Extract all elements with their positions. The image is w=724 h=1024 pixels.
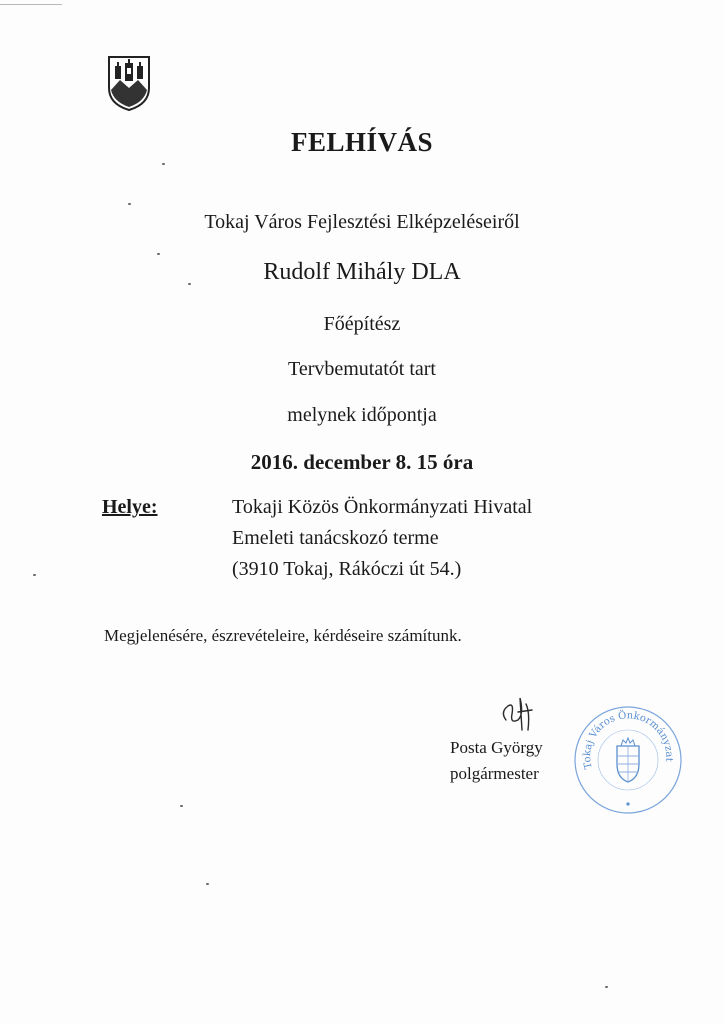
venue-line: Tokaji Közös Önkormányzati Hivatal <box>232 496 533 518</box>
speaker-role: Főépítész <box>323 313 401 335</box>
speaker-name: Rudolf Mihály DLA <box>263 259 461 285</box>
paper-speck <box>128 203 131 205</box>
document-subtitle: Tokaj Város Fejlesztési Elképzeléseiről <box>204 211 520 233</box>
paper-speck <box>605 986 608 988</box>
event-datetime: 2016. december 8. 15 óra <box>250 450 474 474</box>
paper-speck <box>162 163 165 165</box>
signer-title: polgármester <box>450 764 539 783</box>
coat-of-arms-icon <box>106 54 152 112</box>
presentation-line: Tervbemutatót tart <box>288 358 436 380</box>
venue-line: Emeleti tanácskozó terme <box>232 527 439 549</box>
paper-speck <box>33 574 36 576</box>
closing-sentence: Megjelenésére, észrevételeire, kérdéseire számítunk. <box>104 626 462 645</box>
paper-speck <box>206 883 209 885</box>
venue-line: (3910 Tokaj, Rákóczi út 54.) <box>232 558 462 580</box>
time-intro-line: melynek időpontja <box>287 404 437 426</box>
stamp-icon <box>572 704 684 816</box>
paper-speck <box>180 805 183 807</box>
document-title: FELHÍVÁS <box>290 127 434 157</box>
signature-icon <box>496 690 546 736</box>
signer-name: Posta György <box>450 738 543 757</box>
stamp-text: Tokaj Város Önkormányzat <box>582 710 675 770</box>
paper-speck <box>188 283 191 285</box>
paper-speck <box>157 253 160 255</box>
top-rule <box>0 4 62 5</box>
venue-label: Helye: <box>102 496 158 518</box>
